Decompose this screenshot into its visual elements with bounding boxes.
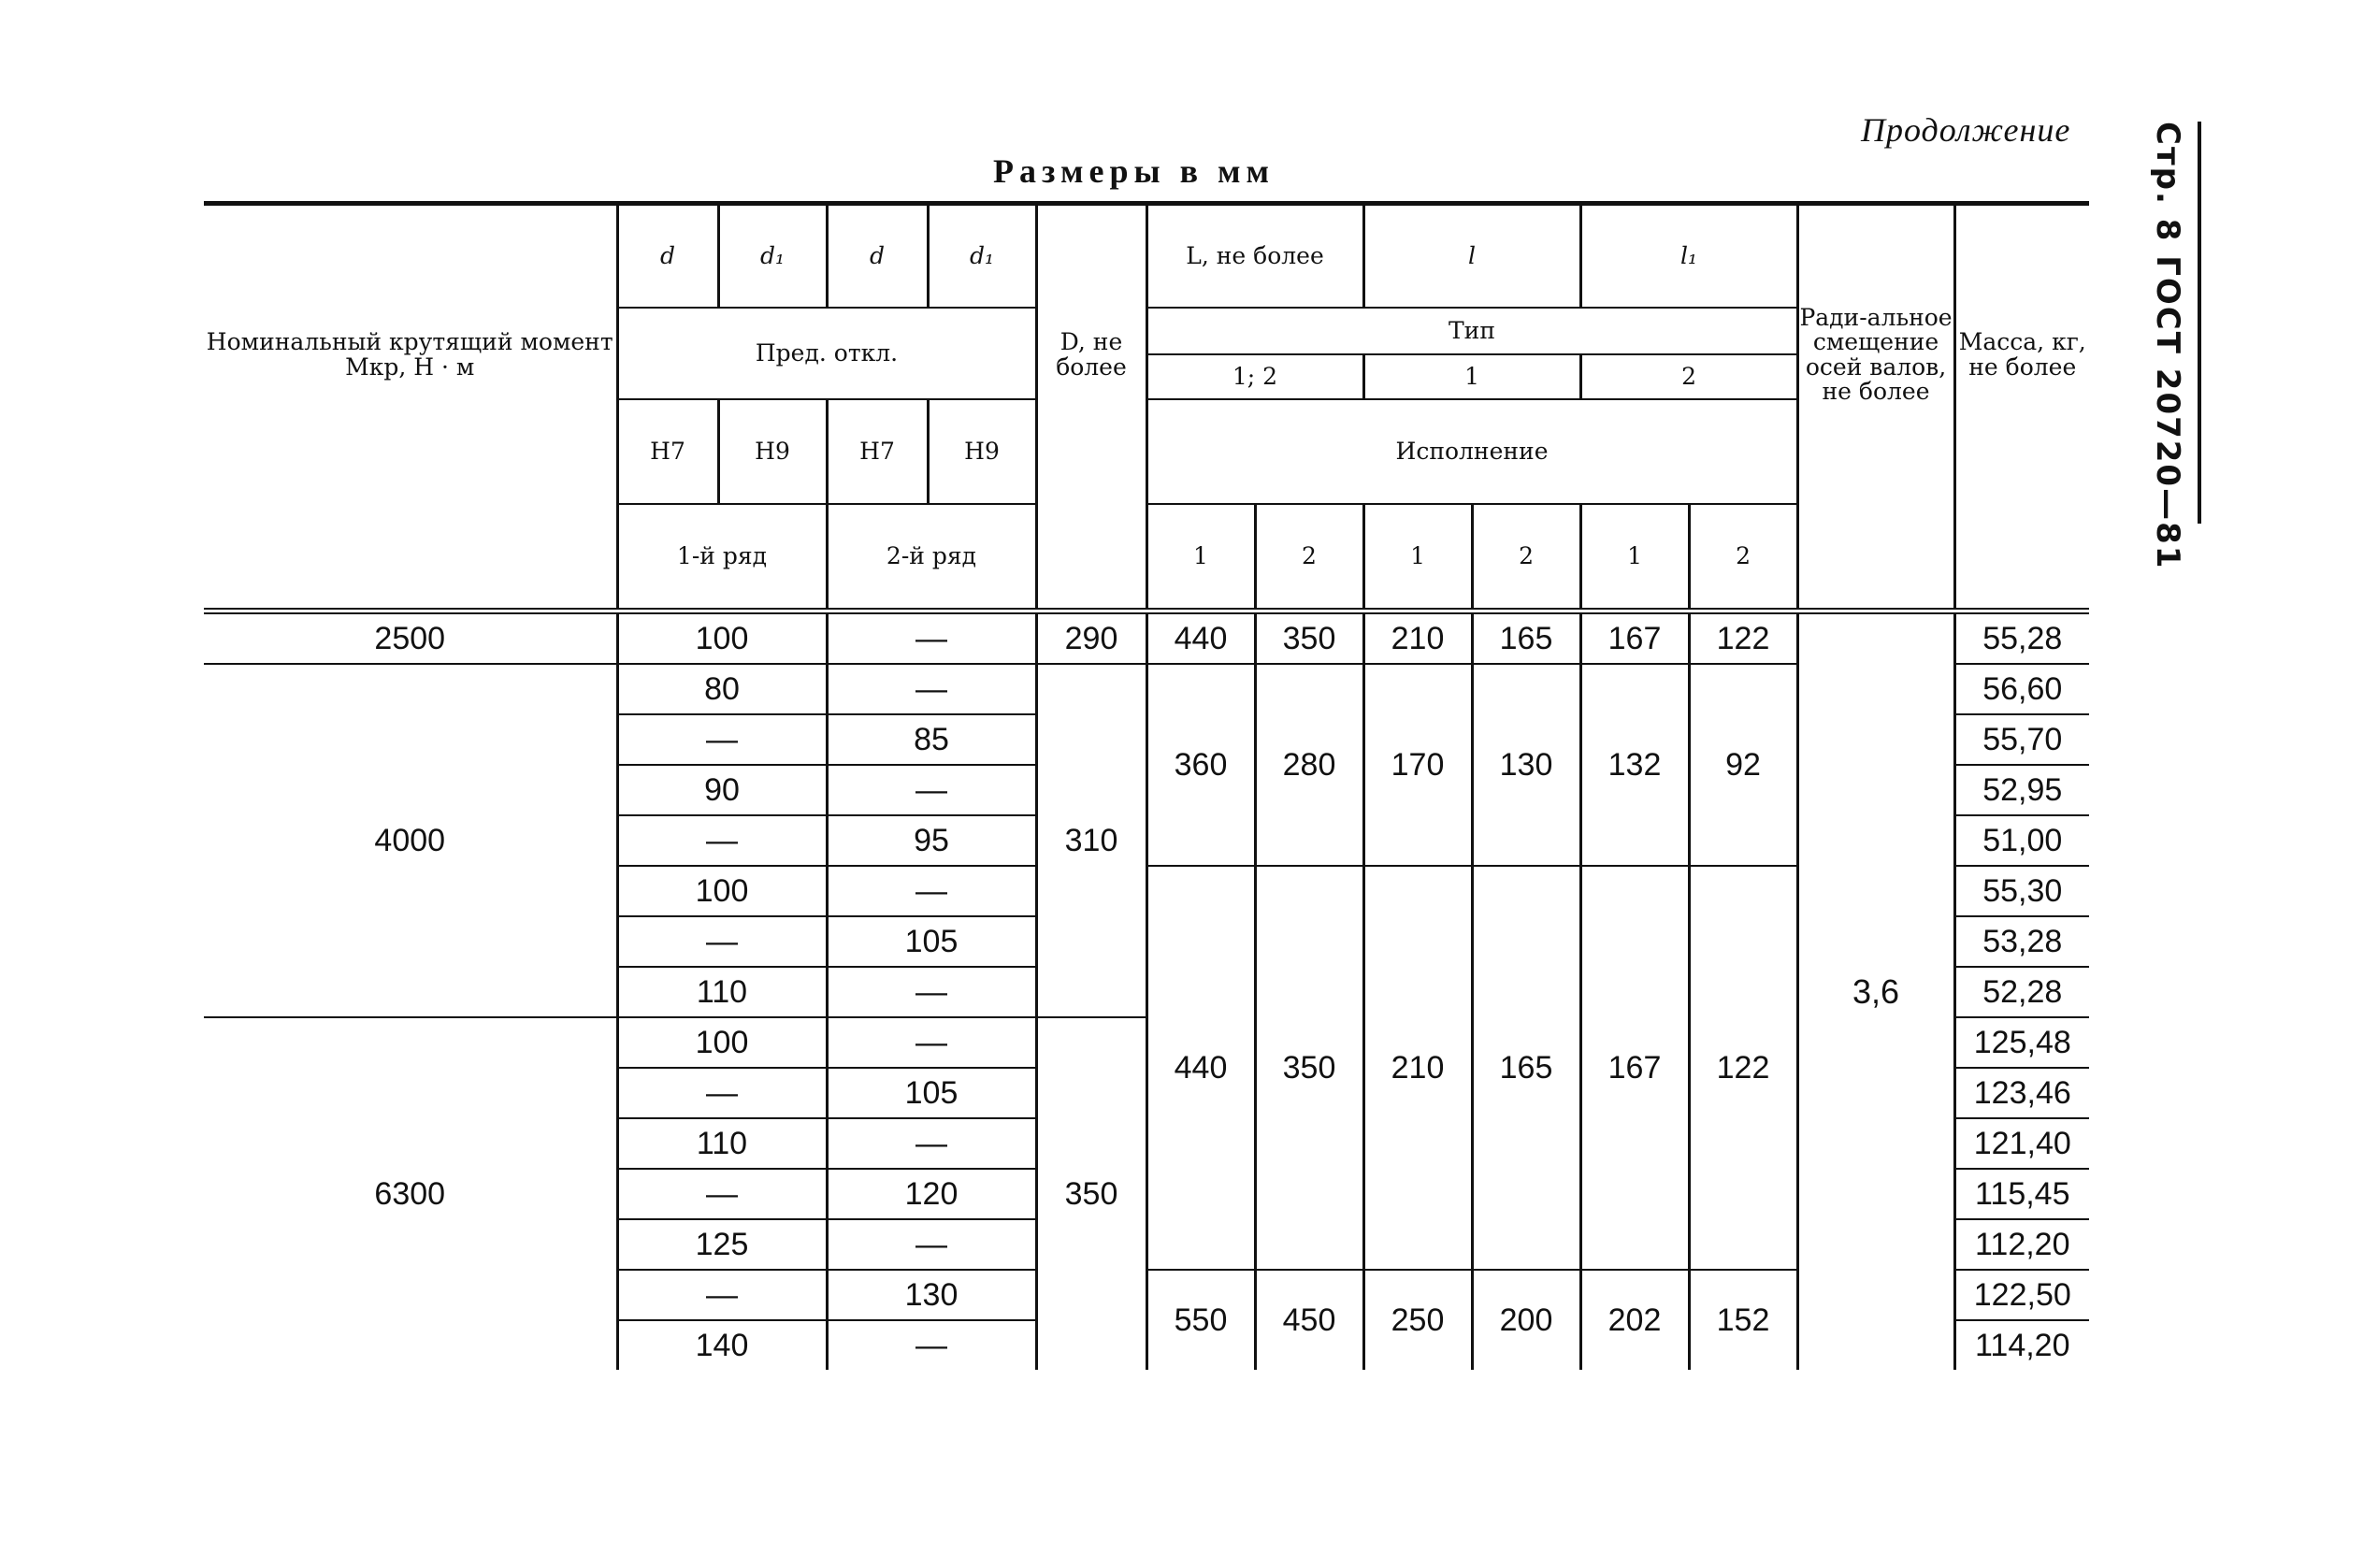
d-row1-cell: 90: [617, 765, 827, 815]
l1-2-cell: 152: [1689, 1270, 1797, 1370]
header-D: D, не более: [1036, 204, 1146, 505]
L2-cell: 350: [1255, 611, 1363, 665]
d-row2-cell: —: [827, 1118, 1036, 1169]
l-2-cell: 130: [1472, 664, 1580, 866]
header-L: L, не более: [1146, 204, 1363, 309]
header-radial: Ради-альное смещение осей валов, не более: [1797, 204, 1954, 505]
mass-cell: 114,20: [1954, 1320, 2089, 1370]
l1-2-cell: 122: [1689, 866, 1797, 1270]
header-isp-1-c: 1: [1580, 504, 1689, 611]
d-row2-cell: —: [827, 967, 1036, 1017]
mass-cell: 52,28: [1954, 967, 2089, 1017]
dimensions-table: [204, 201, 2089, 1370]
header-row2: 2-й ряд: [827, 504, 1036, 611]
header-h9-a: H9: [718, 399, 827, 504]
header-isp-2-c: 2: [1689, 504, 1797, 611]
d-row1-cell: —: [617, 714, 827, 765]
header-tip-1: 1: [1363, 354, 1580, 399]
mass-cell: 121,40: [1954, 1118, 2089, 1169]
d-row2-cell: —: [827, 611, 1036, 665]
l-1-cell: 210: [1363, 611, 1472, 665]
header-d1-row1: d₁: [718, 204, 827, 309]
d-row2-cell: 105: [827, 916, 1036, 967]
mass-cell: 122,50: [1954, 1270, 2089, 1320]
d-row1-cell: —: [617, 815, 827, 866]
header-tip-12: 1; 2: [1146, 354, 1363, 399]
mass-cell: 115,45: [1954, 1169, 2089, 1219]
mass-cell: 123,46: [1954, 1068, 2089, 1118]
d-row2-cell: 130: [827, 1270, 1036, 1320]
header-ispolnenie: Исполнение: [1146, 399, 1797, 504]
l-1-cell: 170: [1363, 664, 1472, 866]
d-row2-cell: —: [827, 1219, 1036, 1270]
header-d-row2: d: [827, 204, 928, 309]
header-h7-a: H7: [617, 399, 718, 504]
header-isp-1-b: 1: [1363, 504, 1472, 611]
D-cell: 350: [1036, 1017, 1146, 1370]
L1-cell: 440: [1146, 866, 1255, 1270]
L1-cell: 440: [1146, 611, 1255, 665]
header-isp-1-a: 1: [1146, 504, 1255, 611]
l-1-cell: 210: [1363, 866, 1472, 1270]
header-row1: 1-й ряд: [617, 504, 827, 611]
header-l1: l₁: [1580, 204, 1797, 309]
table-body: [204, 611, 2089, 1371]
L2-cell: 280: [1255, 664, 1363, 866]
side-page-label-text: Стр. 8 ГОСТ 20720—81: [2149, 122, 2186, 570]
d-row2-cell: 85: [827, 714, 1036, 765]
d-row1-cell: —: [617, 1270, 827, 1320]
d-row1-cell: —: [617, 1068, 827, 1118]
mass-cell: 125,48: [1954, 1017, 2089, 1068]
header-isp-2-a: 2: [1255, 504, 1363, 611]
l-1-cell: 250: [1363, 1270, 1472, 1370]
mass-cell: 53,28: [1954, 916, 2089, 967]
L2-cell: 350: [1255, 866, 1363, 1270]
mass-cell: 55,70: [1954, 714, 2089, 765]
header-d1-row2: d₁: [928, 204, 1036, 309]
d-row2-cell: 105: [827, 1068, 1036, 1118]
L2-cell: 450: [1255, 1270, 1363, 1370]
continuation-label: Продолжение: [1861, 111, 2071, 149]
d-row1-cell: 80: [617, 664, 827, 714]
d-row1-cell: 110: [617, 967, 827, 1017]
header-h9-b: H9: [928, 399, 1036, 504]
radial-cell: 3,6: [1797, 611, 1954, 1371]
L1-cell: 550: [1146, 1270, 1255, 1370]
header-isp-2-b: 2: [1472, 504, 1580, 611]
mass-cell: 112,20: [1954, 1219, 2089, 1270]
l1-2-cell: 92: [1689, 664, 1797, 866]
d-row1-cell: —: [617, 916, 827, 967]
torque-cell: 6300: [374, 1175, 446, 1212]
mass-cell: 51,00: [1954, 815, 2089, 866]
mass-cell: 56,60: [1954, 664, 2089, 714]
l1-1-cell: 167: [1580, 866, 1689, 1270]
header-tip: Тип: [1146, 308, 1797, 354]
d-row2-cell: —: [827, 664, 1036, 714]
d-row2-cell: —: [827, 866, 1036, 916]
d-row1-cell: 140: [617, 1320, 827, 1370]
header-mass: Масса, кг, не более: [1954, 204, 2089, 505]
torque-cell: 2500: [204, 611, 617, 665]
d-row1-cell: 110: [617, 1118, 827, 1169]
header-pred-otkl: Пред. откл.: [617, 308, 1036, 399]
D-cell: 310: [1036, 664, 1146, 1017]
d-row2-cell: —: [827, 1320, 1036, 1370]
d-row1-cell: 100: [617, 866, 827, 916]
l1-1-cell: 202: [1580, 1270, 1689, 1370]
header-torque: Номинальный крутящий момент Мкр, Н · м: [206, 328, 613, 381]
l1-1-cell: 167: [1580, 611, 1689, 665]
table-header: [204, 204, 2089, 611]
header-tip-2: 2: [1580, 354, 1797, 399]
l-2-cell: 165: [1472, 611, 1580, 665]
header-l: l: [1363, 204, 1580, 309]
header-d-row1: d: [617, 204, 718, 309]
mass-cell: 55,28: [1954, 611, 2089, 665]
l1-2-cell: 122: [1689, 611, 1797, 665]
d-row1-cell: 100: [617, 611, 827, 665]
D-cell: 290: [1036, 611, 1146, 665]
side-page-label: [2141, 122, 2201, 570]
table-row: [204, 611, 2089, 665]
d-row2-cell: 120: [827, 1169, 1036, 1219]
torque-cell: 4000: [204, 664, 617, 1017]
d-row2-cell: 95: [827, 815, 1036, 866]
d-row1-cell: 100: [617, 1017, 827, 1068]
l-2-cell: 200: [1472, 1270, 1580, 1370]
l-2-cell: 165: [1472, 866, 1580, 1270]
l1-1-cell: 132: [1580, 664, 1689, 866]
mass-cell: 55,30: [1954, 866, 2089, 916]
header-h7-b: H7: [827, 399, 928, 504]
L1-cell: 360: [1146, 664, 1255, 866]
units-caption: Размеры в мм: [993, 152, 1276, 190]
mass-cell: 52,95: [1954, 765, 2089, 815]
d-row2-cell: —: [827, 765, 1036, 815]
d-row1-cell: 125: [617, 1219, 827, 1270]
d-row2-cell: —: [827, 1017, 1036, 1068]
d-row1-cell: —: [617, 1169, 827, 1219]
